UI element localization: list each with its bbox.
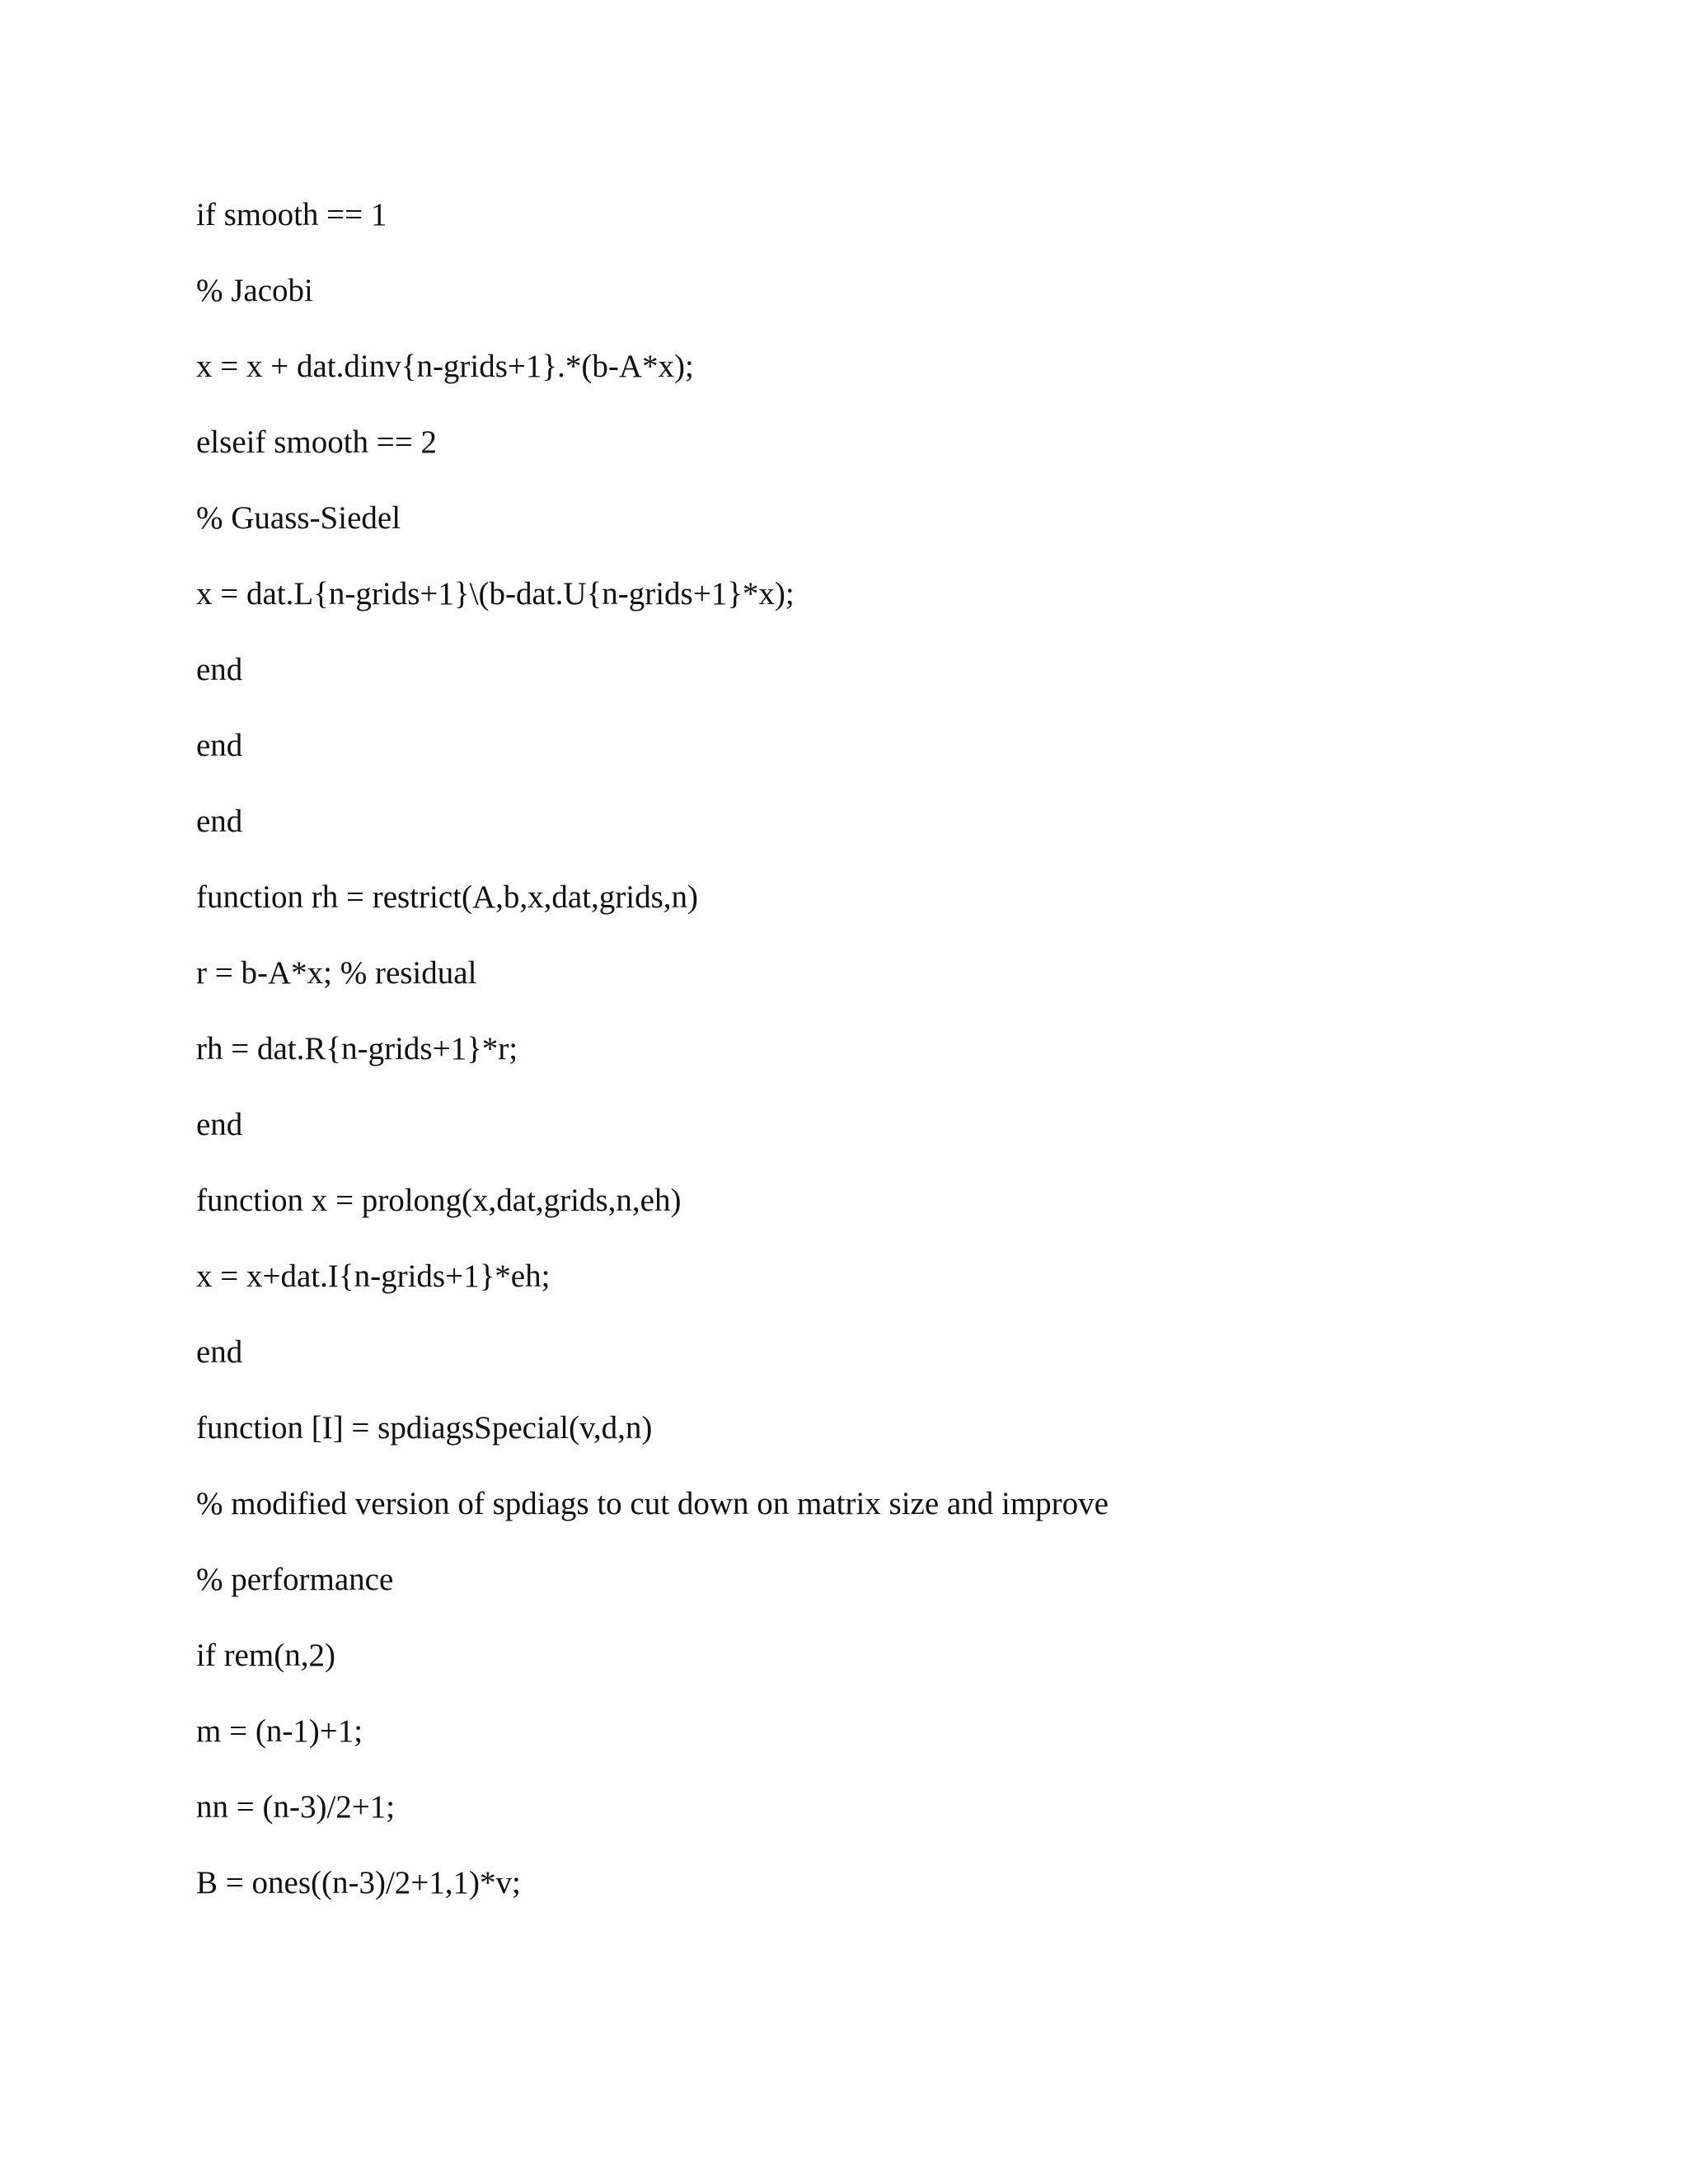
code-line: end [196, 652, 243, 687]
code-line: rh = dat.R{n-grids+1}*r; [196, 1031, 518, 1066]
code-listing [196, 194, 1109, 1938]
code-line: end [196, 1334, 243, 1370]
code-line: function rh = restrict(A,b,x,dat,grids,n) [196, 879, 699, 915]
code-line: B = ones((n-3)/2+1,1)*v; [196, 1865, 521, 1900]
code-line: % performance [196, 1562, 394, 1597]
code-line: end [196, 1107, 243, 1142]
code-line: elseif smooth == 2 [196, 424, 438, 460]
code-line: function x = prolong(x,dat,grids,n,eh) [196, 1183, 682, 1218]
code-line: if smooth == 1 [196, 197, 387, 232]
code-line: nn = (n-3)/2+1; [196, 1789, 396, 1825]
code-line: end [196, 804, 243, 839]
code-line: x = x + dat.dinv{n-grids+1}.*(b-A*x); [196, 349, 694, 384]
code-line: % Guass-Siedel [196, 500, 401, 536]
code-line: function [I] = spdiagsSpecial(v,d,n) [196, 1410, 653, 1446]
code-line: end [196, 728, 243, 763]
code-line: if rem(n,2) [196, 1638, 335, 1673]
code-line: % Jacobi [196, 273, 313, 308]
code-line: % modified version of spdiags to cut down on matrix size and improve [196, 1486, 1109, 1521]
code-line: m = (n-1)+1; [196, 1713, 363, 1749]
code-line: x = dat.L{n-grids+1}\(b-dat.U{n-grids+1}*x); [196, 576, 795, 612]
code-line: r = b-A*x; % residual [196, 955, 477, 991]
code-line: x = x+dat.I{n-grids+1}*eh; [196, 1258, 551, 1294]
